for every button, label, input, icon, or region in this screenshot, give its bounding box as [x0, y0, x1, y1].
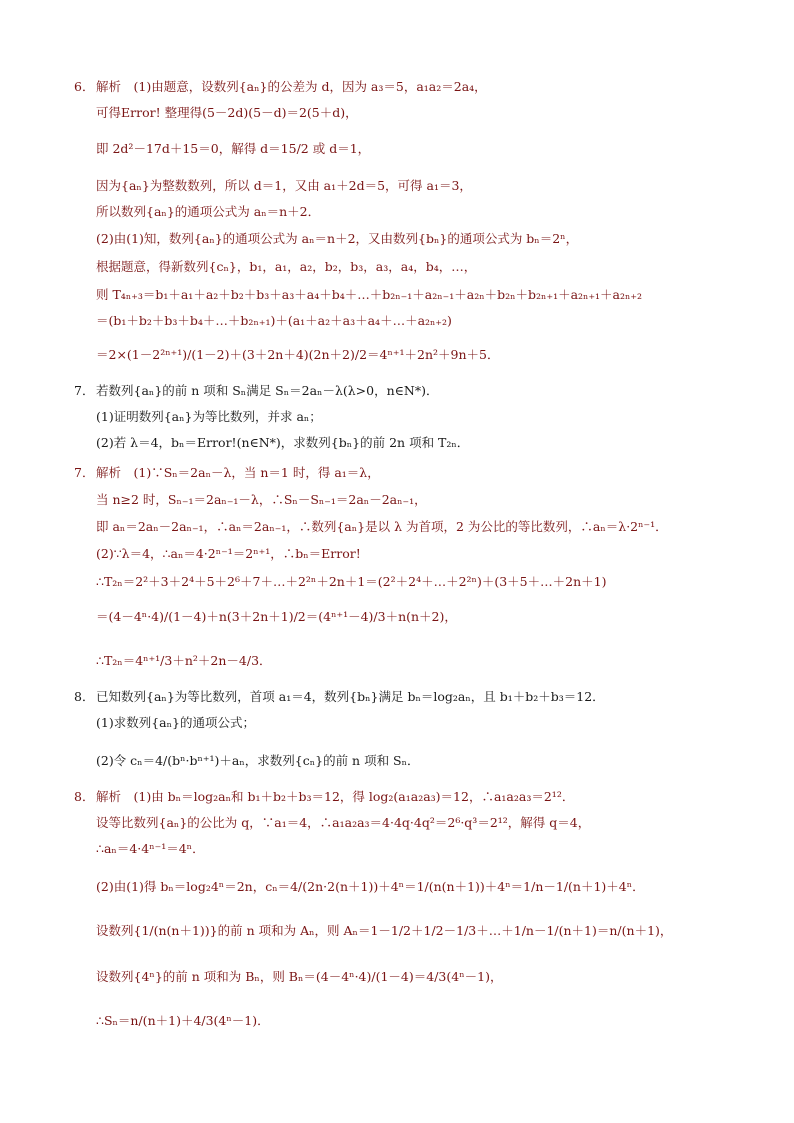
text-line: ＝(b₁＋b₂＋b₃＋b₄＋…＋b₂ₙ₊₁)＋(a₁＋a₂＋a₃＋a₄＋…＋a₂ₙ₊₂) [96, 313, 452, 328]
text-line: 因为{aₙ}为整数数列，所以 d＝1，又由 a₁＋2d＝5，可得 a₁＝3， [96, 178, 472, 193]
text-line: 所以数列{aₙ}的通项公式为 aₙ＝n＋2． [96, 204, 321, 219]
problem-number: 7． [74, 383, 95, 398]
problem-number: 6． [74, 79, 95, 94]
text-line: 解析 (1)由题意，设数列{aₙ}的公差为 d，因为 a₃＝5，a₁a₂＝2a₄， [96, 79, 487, 94]
text-line: 根据题意，得新数列{cₙ}，b₁，a₁，a₂，b₂，b₃，a₃，a₄，b₄，…， [96, 259, 477, 274]
text-line: ＝2×(1－2²ⁿ⁺¹)/(1－2)＋(3＋2n＋4)(2n＋2)/2＝4ⁿ⁺¹＋2n²＋9n＋5． [96, 347, 500, 362]
text-line: 设等比数列{aₙ}的公比为 q，∵a₁＝4，∴a₁a₂a₃＝4·4q·4q²＝2⁶·q³＝2¹²，解得 q＝4， [96, 815, 591, 830]
question-line: (2)若 λ＝4，bₙ＝Error!(n∈N*)，求数列{bₙ}的前 2n 项和 T₂ₙ． [96, 435, 470, 450]
text-line: ∴T₂ₙ＝2²＋3＋2⁴＋5＋2⁶＋7＋…＋2²ⁿ＋2n＋1＝(2²＋2⁴＋…＋2²ⁿ)＋(3＋5＋…＋2n＋1) [96, 574, 607, 589]
text-line: 解析 (1)由 bₙ＝log₂aₙ和 b₁＋b₂＋b₃＝12，得 log₂(a₁a₂a₃)＝12，∴a₁a₂a₃＝2¹²． [96, 789, 575, 804]
problem-number: 8． [74, 689, 95, 704]
question-line: 已知数列{aₙ}为等比数列，首项 a₁＝4，数列{bₙ}满足 bₙ＝log₂aₙ，且 b₁＋b₂＋b₃＝12． [96, 689, 605, 704]
question-line: (2)令 cₙ＝4/(bⁿ·bⁿ⁺¹)＋aₙ，求数列{cₙ}的前 n 项和 Sₙ． [96, 753, 420, 768]
text-line: ∴aₙ＝4·4ⁿ⁻¹＝4ⁿ． [96, 841, 205, 856]
text-line: 解析 (1)∵Sₙ＝2aₙ－λ，当 n＝1 时，得 a₁＝λ， [96, 465, 380, 480]
text-line: 则 T₄ₙ₊₃＝b₁＋a₁＋a₂＋b₂＋b₃＋a₃＋a₄＋b₄＋…＋b₂ₙ₋₁＋a₂ₙ₋₁＋a₂ₙ＋b₂ₙ＋b₂ₙ₊₁＋a₂ₙ₊₁＋a₂ₙ₊₂ [96, 287, 643, 302]
question-line: (1)证明数列{aₙ}为等比数列，并求 aₙ； [96, 409, 322, 424]
problem-number: 7． [74, 465, 95, 480]
text-line: 设数列{4ⁿ}的前 n 项和为 Bₙ，则 Bₙ＝(4－4ⁿ·4)/(1－4)＝4/3(4ⁿ－1)， [96, 969, 503, 984]
text-line: ∴T₂ₙ＝4ⁿ⁺¹/3＋n²＋2n－4/3． [96, 653, 272, 668]
problem-number: 8． [74, 789, 95, 804]
text-line: ∴Sₙ＝n/(n＋1)＋4/3(4ⁿ－1)． [96, 1013, 270, 1028]
text-line: 当 n≥2 时，Sₙ₋₁＝2aₙ₋₁－λ，∴Sₙ－Sₙ₋₁＝2aₙ－2aₙ₋₁， [96, 492, 427, 507]
text-line: (2)由(1)知，数列{aₙ}的通项公式为 aₙ＝n＋2，又由数列{bₙ}的通项公式为 bₙ＝2ⁿ， [96, 231, 579, 246]
text-line: 设数列{1/(n(n＋1))}的前 n 项和为 Aₙ，则 Aₙ＝1－1/2＋1/2－1/3＋…＋1/n－1/(n＋1)＝n/(n＋1)， [96, 923, 673, 938]
question-line: (1)求数列{aₙ}的通项公式； [96, 715, 255, 730]
text-line: (2)∵λ＝4，∴aₙ＝4·2ⁿ⁻¹＝2ⁿ⁺¹，∴bₙ＝Error! [96, 546, 361, 561]
question-line: 若数列{aₙ}的前 n 项和 Sₙ满足 Sₙ＝2aₙ－λ(λ>0，n∈N*)． [96, 383, 439, 398]
text-line: ＝(4－4ⁿ·4)/(1－4)＋n(3＋2n＋1)/2＝(4ⁿ⁺¹－4)/3＋n(n＋2)， [96, 609, 457, 624]
text-line: (2)由(1)得 bₙ＝log₂4ⁿ＝2n，cₙ＝4/(2n·2(n＋1))＋4ⁿ＝1/(n(n＋1))＋4ⁿ＝1/n－1/(n＋1)＋4ⁿ． [96, 879, 645, 894]
text-line: 即 2d²－17d＋15＝0，解得 d＝15/2 或 d＝1， [96, 141, 371, 156]
text-line: 即 aₙ＝2aₙ－2aₙ₋₁，∴aₙ＝2aₙ₋₁，∴数列{aₙ}是以 λ 为首项，2 为公比的等比数列，∴aₙ＝λ·2ⁿ⁻¹． [96, 519, 668, 534]
text-line: 可得Error! 整理得(5－2d)(5－d)＝2(5＋d)， [96, 105, 358, 120]
